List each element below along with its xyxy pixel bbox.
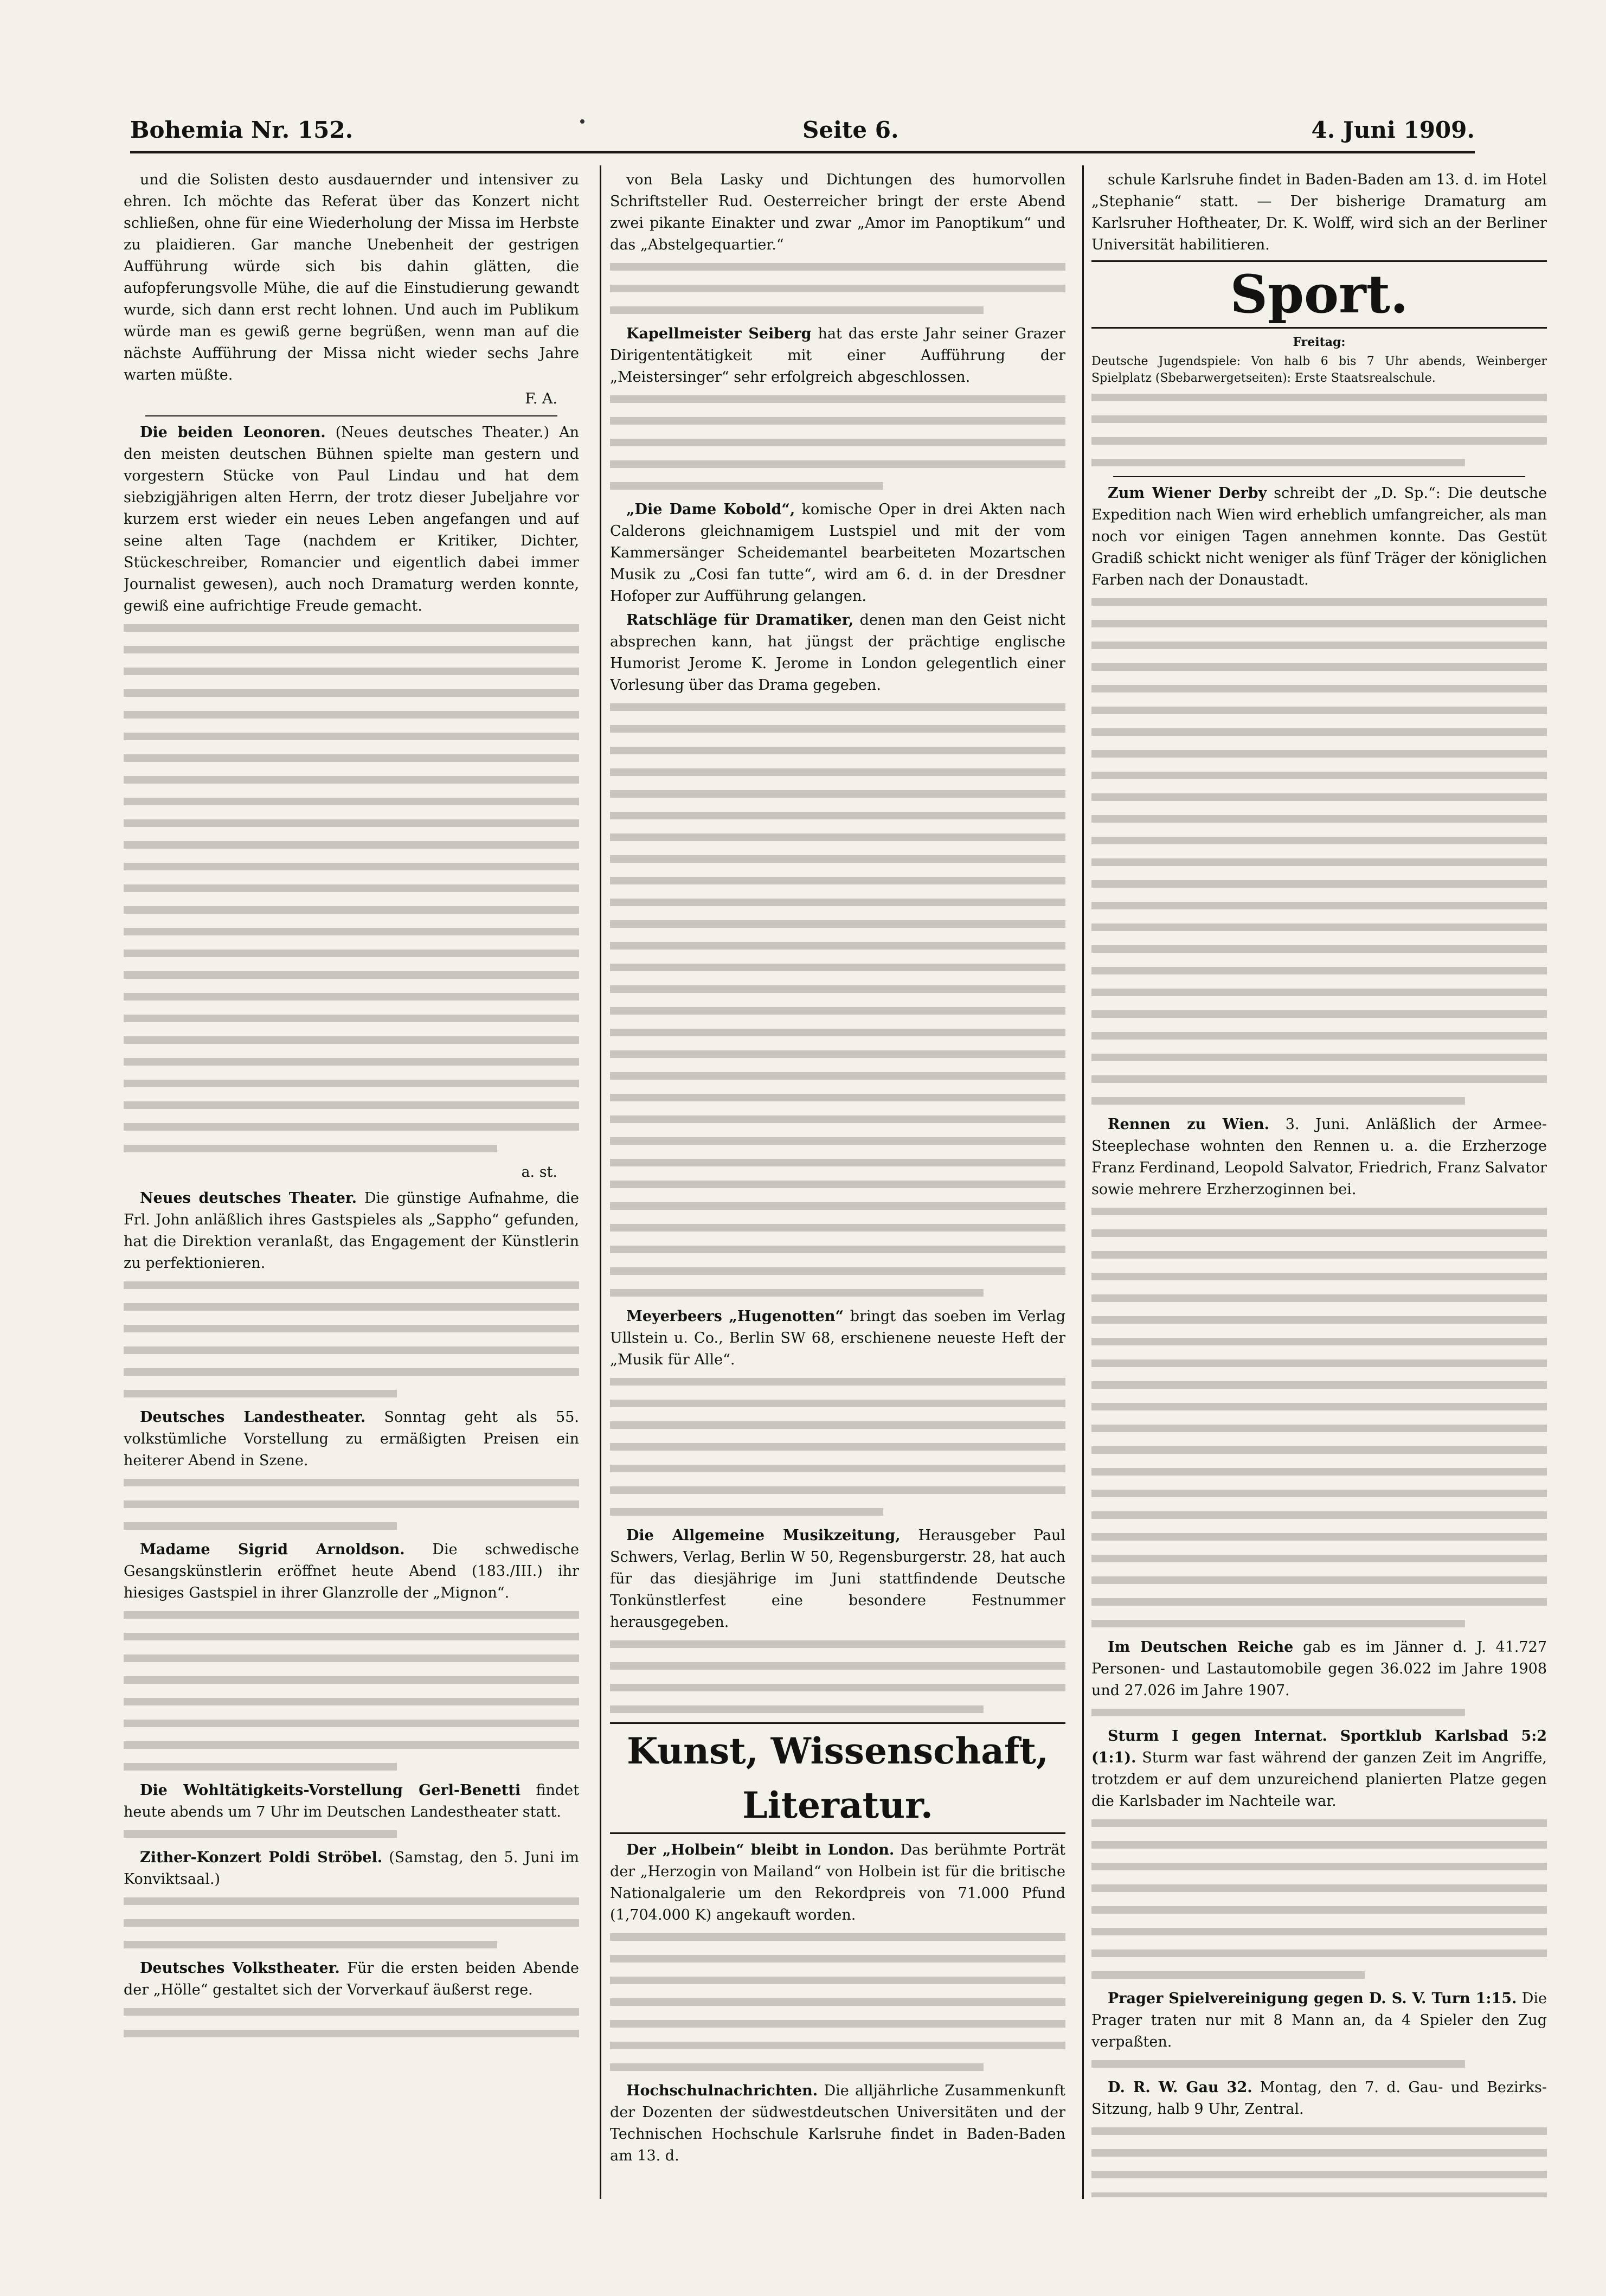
text-line [610,829,1065,845]
text-line [610,1373,1065,1390]
text-line [610,1657,1065,1674]
text-line [1091,615,1547,632]
article-reich [1091,1637,1547,1702]
article-body: komische Oper in drei Akten nach Calderons gleichnamigem Lustspiel und mit der vom Kammersänger Scheidemantel bearbeiteten Mozartschen Musik zu „Cosi fan tutte“, wird am 6. d. in der Dresdner Hofoper zur Aufführung gelangen. [610,501,1065,605]
text-line [124,1693,579,1710]
text-line [610,937,1065,954]
article-body: Die alljährliche Zusammenkunft der Dozenten der südwestdeutschen Universitäten und der Technischen Hochschule Karlsruhe findet in Baden-Baden am 13. d. [610,2082,1065,2164]
text-line [1091,1966,1365,1983]
text-line [124,1385,397,1402]
article-hochschule [610,2080,1065,2167]
text-line [1091,1945,1547,1961]
text-line [124,1496,579,1512]
text-line [124,1140,497,1157]
text-line [1091,702,1547,719]
text-line [1091,2144,1547,2161]
text-line [1091,2122,1547,2139]
text-line [610,1482,1065,1498]
text-line [610,1262,1065,1279]
text-line [1091,919,1547,935]
article-body: findet heute abends um 7 Uhr im Deutschen Landestheater statt. [124,1782,579,1820]
text-line [124,1825,397,1842]
text-line [1091,1355,1547,1371]
text-line [124,1671,579,1688]
text-line [1091,1398,1547,1415]
text-line [124,1715,579,1731]
article-body: denen man den Geist nicht absprechen kann, hat jüngst der prächtige englische Humorist Jerome K. Jerome in London gelegentlich einer Vorlesung über das Drama gegeben. [610,612,1065,694]
text-line [1091,1615,1465,1632]
text-line [124,1517,397,1534]
column-3 [1091,169,1547,2197]
text-line [1091,1901,1547,1918]
article-body: Montag, den 7. d. Gau- und Bezirks-Sitzung, halb 9 Uhr, Zentral. [1091,2079,1547,2118]
text-line [1091,2055,1465,2072]
article-drw [1091,2077,1547,2120]
article-body: hat das erste Jahr seiner Grazer Dirigententätigkeit mit einer Aufführung der „Meistersinger“ sehr erfolgreich abgeschlossen. [610,325,1065,386]
text-line [610,807,1065,824]
text-line [1091,389,1547,406]
article-body: Für die ersten beiden Abende der „Hölle“ gestaltet sich der Vorverkauf äußerst rege. [124,1960,579,1998]
text-line [1091,1027,1547,1044]
text-line [610,258,1065,275]
text-line [610,698,1065,715]
text-line [124,880,579,896]
article-body: Die günstige Aufnahme, die Frl. John anläßlich ihres Gastspieles als „Sappho“ gefunden, hat die Direktion veranlaßt, das Engagement der Künstlerin zu perfektionieren. [124,1190,579,1272]
text-line [124,1474,579,1491]
article-hugenotten [610,1306,1065,1371]
text-line [610,1111,1065,1127]
article-signature: a. st. [521,1164,557,1181]
text-line [124,858,579,875]
text-line [1091,854,1547,870]
text-line [1091,432,1547,449]
text-line [610,1701,984,1717]
text-line [124,945,579,961]
text-line [610,390,1065,407]
text-line [1091,1224,1547,1241]
text-line [610,456,1065,472]
text-line [610,1197,1065,1214]
text-line [124,1320,579,1337]
text-line [610,1284,984,1301]
text-line [610,1241,1065,1258]
section-heading-kunst: Kunst, Wissenschaft, Literatur. [610,1722,1065,1834]
text-line [124,1936,497,1953]
text-line [1091,1203,1547,1220]
article-headline: Die Allgemeine Musikzeitung, [626,1527,901,1544]
text-line [124,1758,397,1775]
text-line [610,1503,883,1520]
text-line [610,1679,1065,1696]
text-line [124,706,579,723]
text-line [610,1950,1065,1967]
text-line [1091,1485,1547,1502]
issue-date: 4. Juni 1909. [1311,117,1475,143]
text-line [124,1096,579,1113]
article-body: (Neues deutsches Theater.) An den meisten deutschen Bühnen spielte man gestern und vorgestern Stücke von Paul Lindau und hat dem siebzigjährigen alten Herrn, der trotz dieser Jubeljahre vor kurzem erst wieder ein neues Leben angefangen und auf seine alten Tage (nachdem er Kritiker, Dichter, Stückeschreiber, Romancier und eigentlich dabei immer Journalist gewesen), auch noch Dramaturg werden konnte, gewiß eine aufrichtige Freude gemacht. [124,424,579,614]
text-line [124,966,579,983]
article-sturm [1091,1726,1547,1812]
text-line [610,1067,1065,1084]
article-amz [610,1525,1065,1633]
text-line [610,1972,1065,1989]
article-headline: Prager Spielvereinigung gegen D. S. V. Turn 1:15. [1108,1990,1517,2007]
text-line [1091,1290,1547,1306]
text-line [124,1650,579,1666]
text-line [124,793,579,810]
article-sigrid [124,1539,579,1604]
article-leonoren [124,422,579,617]
text-line [1091,1814,1547,1831]
text-line [1091,1441,1547,1458]
article-derby [1091,483,1547,591]
text-line [1091,1268,1547,1285]
text-line [610,742,1065,759]
text-line [610,1460,1065,1477]
article-headline: Ratschläge für Dramatiker, [626,612,854,628]
article-text: schule Karlsruhe findet in Baden-Baden am 13. d. im Hotel „Stephanie“ statt. — Der bisherige Dramaturg am Karlsruher Hoftheater, Dr. K. Wolff, wird sich an der Berliner Universität habilitieren. [1091,171,1547,253]
section-heading-sport: Sport. [1091,260,1547,329]
text-line [124,663,579,679]
text-line [1091,1376,1547,1393]
article-headline: Zum Wiener Derby [1108,485,1267,502]
text-line [124,1118,579,1135]
text-line [124,2003,579,2020]
text-line [610,980,1065,997]
text-line [124,1031,579,1048]
article-rat [610,610,1065,696]
text-line [1091,875,1547,892]
article-text: von Bela Lasky und Dichtungen des humorvollen Schriftsteller Rud. Oesterreicher bringt der erste Abend zwei pikante Einakter und zwar „Amor im Panoptikum“ und das „Abstelgequartier.“ [610,171,1065,253]
text-line [124,641,579,658]
article-headline: Zither-Konzert Poldi Ströbel. [140,1849,383,1866]
text-line [1091,411,1547,427]
text-line [124,814,579,831]
text-line [1091,723,1547,740]
text-line [1091,1420,1547,1436]
text-line [124,1893,579,1909]
text-line [1091,1506,1547,1523]
text-line [124,1606,579,1623]
article-text: und die Solisten desto ausdauernder und intensiver zu ehren. Ich möchte das Referat über das Konzert nicht schließen, ohne für eine Wiederholung der Missa im Herbste zu plaidieren. Gar manche Unebenheit der gestrigen Aufführung würde sich bis dahin glätten, die aufopferungsvolle Mühe, die auf die Einstudierung gewandt wurde, sich dann erst recht lohnen. Und auch im Publikum würde man es gewiß gerne begrüßen, wenn man auf die nächste Aufführung der Missa nicht wieder sechs Jahre warten müßte. [124,171,579,383]
text-line [124,728,579,745]
text-line [610,1438,1065,1455]
text-line [124,619,579,636]
article-headline: Kapellmeister Seiberg [626,325,812,342]
text-line [610,1219,1065,1236]
text-line [610,1089,1065,1106]
text-line [610,1993,1065,2010]
text-line [610,2058,984,2075]
text-line [1091,454,1465,471]
page-header [130,117,1475,149]
issue-number: Bohemia Nr. 152. [130,117,354,143]
text-line [1091,658,1547,675]
text-line [1091,1923,1547,1940]
text-line [1091,1528,1547,1545]
article-ndt [124,1188,579,1274]
text-line [124,1053,579,1070]
text-line [610,477,883,494]
article-kobold [610,499,1065,607]
text-line [610,1395,1065,1412]
article-headline: Deutsches Volkstheater. [140,1960,340,1977]
text-line [1091,1858,1547,1875]
article-rennen [1091,1114,1547,1201]
text-line [610,412,1065,429]
text-line [610,1024,1065,1041]
article-headline: D. R. W. Gau 32. [1108,2079,1252,2096]
text-line [1091,897,1547,914]
article-divider [1113,476,1525,477]
article-body: Herausgeber Paul Schwers, Verlag, Berlin W 50, Regensburgerstr. 28, hat auch für das diesjährige im Juni stattfindende Deutsche Tonkünstlerfest eine besondere Festnummer herausgegeben. [610,1527,1065,1631]
text-line [1091,1005,1547,1022]
article-headline: Hochschulnachrichten. [626,2082,818,2099]
text-line [124,771,579,788]
page-number: Seite 6. [802,117,899,143]
text-line [1091,832,1547,849]
text-line [1091,1092,1465,1109]
article-headline: Rennen zu Wien. [1108,1116,1270,1133]
text-line [124,1298,579,1315]
text-line [1091,1836,1547,1853]
text-line [610,720,1065,737]
text-line [610,280,1065,297]
text-line [124,1010,579,1027]
article-headline: Der „Holbein“ bleibt in London. [626,1842,895,1858]
article-headline: Im Deutschen Reiche [1108,1639,1294,1656]
text-line [1091,767,1547,784]
text-line [610,1154,1065,1171]
text-line [1091,940,1547,957]
text-line [610,1636,1065,1652]
text-line [610,785,1065,802]
text-line [610,2015,1065,2032]
text-line [1091,1572,1547,1588]
text-line [124,2025,579,2042]
text-line [124,901,579,918]
article-headline: Madame Sigrid Arnoldson. [140,1541,405,1558]
text-line [124,749,579,766]
text-line [1091,2166,1547,2183]
text-line [610,959,1065,976]
text-line [610,302,984,318]
schedule-jugendspiele: Deutsche Jugendspiele: Von halb 6 bis 7 Uhr abends, Weinberger Spielplatz (Sbebarwergetseiten): Erste Staatsrealschule. [1091,355,1547,385]
article-body: 3. Juni. Anläßlich der Armee-Steeplechase wohnten den Rennen u. a. die Erzherzoge Franz Ferdinand, Leopold Salvator, Friedrich, Franz Salvator sowie mehrere Erzherzoginnen bei. [1091,1116,1547,1198]
text-line [1091,1593,1547,1610]
text-line [610,850,1065,867]
article-body: Sturm war fast während der ganzen Zeit im Angriffe, trotzdem er auf dem unzureichend planierten Platze gegen die Karlsbader im Nachteile war. [1091,1749,1547,1810]
text-line [124,1736,579,1753]
article-body: schreibt der „D. Sp.“: Die deutsche Expedition nach Wien wird erheblich umfangreicher, als man noch vor einigen Tagen annehmen konnte. Das Gestüt Gradiß schickt nicht weniger als fünf Träger der königlichen Farben nach der Donaustadt. [1091,485,1547,588]
text-line [1091,745,1547,762]
text-line [1091,1463,1547,1480]
text-line [1091,788,1547,805]
text-line [1091,1049,1547,1066]
article-headline: Sturm I gegen Internat. Sportklub Karlsbad 5:2 (1:1). [1091,1728,1547,1766]
text-line [610,2037,1065,2054]
text-line [610,1928,1065,1945]
column-2 [610,169,1065,2197]
article-headline: Die beiden Leonoren. [140,424,326,441]
text-line [610,764,1065,780]
text-line [610,1416,1065,1433]
text-line [610,1132,1065,1149]
text-line [610,1046,1065,1062]
text-line [1091,1880,1547,1896]
article-headline: Neues deutsches Theater. [140,1190,357,1207]
text-line [124,1628,579,1645]
text-line [1091,1246,1547,1263]
article-body: bringt das soeben im Verlag Ullstein u. Co., Berlin SW 68, erschienene neueste Heft der „Musik für Alle“. [610,1308,1065,1368]
text-line [1091,1311,1547,1328]
text-line [124,988,579,1005]
article-body: (Samstag, den 5. Juni im Konviktsaal.) [124,1849,579,1888]
text-line [1091,1550,1547,1567]
text-line [124,1342,579,1358]
article-wohl [124,1780,579,1823]
article-body: gab es im Jänner d. J. 41.727 Personen- und Lastautomobile gegen 36.022 im Jahre 1908 und 27.026 im Jahre 1907. [1091,1639,1547,1699]
article-headline: Meyerbeers „Hugenotten“ [626,1308,844,1325]
article-seiberg [610,323,1065,388]
article-volk [124,1958,579,2001]
text-line [124,1914,579,1931]
article-body: Die schwedische Gesangskünstlerin eröffnet heute Abend (183./III.) ihr hiesiges Gastspiel in ihrer Glanzrolle der „Mignon“. [124,1541,579,1601]
text-line [1091,2188,1547,2197]
text-line [124,1363,579,1380]
text-line [1091,680,1547,697]
article-signature: F. A. [525,390,557,407]
text-line [610,915,1065,932]
column-1 [124,169,579,2197]
article-zither [124,1847,579,1890]
text-line [124,1075,579,1092]
article-headline: Deutsches Landestheater. [140,1409,366,1426]
text-line [124,836,579,853]
text-line [1091,1704,1465,1721]
text-line [610,434,1065,451]
text-line [610,872,1065,889]
text-line [610,1002,1065,1019]
text-line [1091,962,1547,979]
article-divider [145,415,557,416]
article-holbein [610,1839,1065,1926]
article-ldt [124,1407,579,1472]
article-headline: „Die Dame Kobold“, [626,501,795,518]
article-body: Sonntag geht als 55. volkstümliche Vorstellung zu ermäßigten Preisen ein heiterer Abend in Szene. [124,1409,579,1469]
text-line [610,1176,1065,1192]
article-headline: Die Wohltätigkeits-Vorstellung Gerl-Benetti [140,1782,521,1799]
text-line [1091,1333,1547,1350]
article-body: Die Prager traten nur mit 8 Mann an, da 4 Spieler den Zug verpaßten. [1091,1990,1547,2050]
schedule-day: Freitag: [1293,335,1346,349]
column-rule-2 [1082,165,1084,2199]
text-line [124,684,579,701]
article-prager [1091,1988,1547,2053]
text-line [124,1277,579,1293]
text-line [124,923,579,940]
text-line [1091,593,1547,610]
text-line [1091,637,1547,653]
text-line [1091,810,1547,827]
text-line [1091,984,1547,1001]
text-line [1091,1070,1547,1087]
column-rule-1 [600,165,601,2199]
text-line [610,894,1065,910]
header-rule [130,151,1475,153]
article-body: Das berühmte Porträt der „Herzogin von Mailand“ von Holbein ist für die britische Nationalgalerie um den Rekordpreis von 71.000 Pfund (1,704.000 K) angekauft worden. [610,1842,1065,1923]
